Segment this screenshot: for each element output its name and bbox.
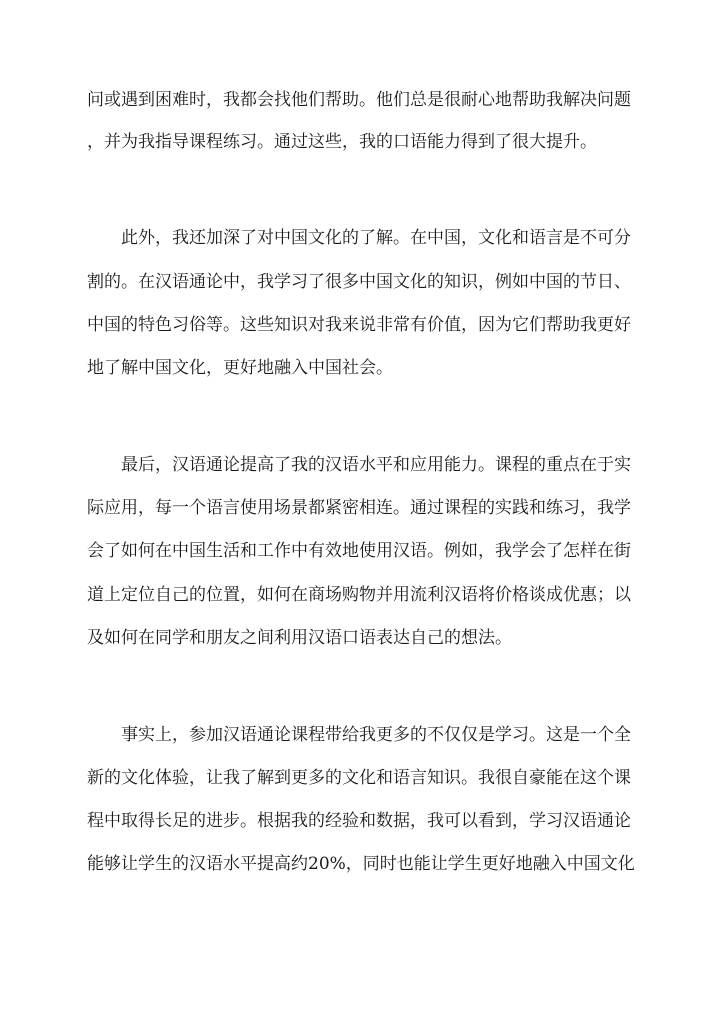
text-line: 及如何在同学和朋友之间利用汉语口语表达自己的想法。 (87, 628, 512, 648)
text-line: 最后，汉语通论提高了我的汉语水平和应用能力。课程的重点在于实 (87, 455, 631, 475)
text-line: 问或遇到困难时，我都会找他们帮助。他们总是很耐心地帮助我解决问题 (87, 90, 631, 110)
text-line: 新的文化体验，让我了解到更多的文化和语言知识。我很自豪能在这个课 (87, 768, 631, 788)
text-line: 事实上，参加汉语通论课程带给我更多的不仅仅是学习。这是一个全 (87, 725, 631, 745)
text-line: 程中取得长足的进步。根据我的经验和数据，我可以看到，学习汉语通论 (87, 811, 631, 831)
text-line: 地了解中国文化，更好地融入中国社会。 (87, 358, 393, 378)
text-line: 能够让学生的汉语水平提高约20%，同时也能让学生更好地融入中国文化 (87, 854, 635, 874)
text-line: 中国的特色习俗等。这些知识对我来说非常有价值，因为它们帮助我更好 (87, 315, 631, 335)
text-line: 道上定位自己的位置，如何在商场购物并用流利汉语将价格谈成优惠；以 (87, 585, 631, 605)
text-line: 割的。在汉语通论中，我学习了很多中国文化的知识，例如中国的节日、 (87, 272, 631, 292)
text-line: ，并为我指导课程练习。通过这些，我的口语能力得到了很大提升。 (87, 132, 597, 152)
text-line: 会了如何在中国生活和工作中有效地使用汉语。例如，我学会了怎样在街 (87, 541, 631, 561)
text-line: 际应用，每一个语言使用场景都紧密相连。通过课程的实践和练习，我学 (87, 498, 631, 518)
text-line: 此外，我还加深了对中国文化的了解。在中国，文化和语言是不可分 (87, 228, 631, 248)
